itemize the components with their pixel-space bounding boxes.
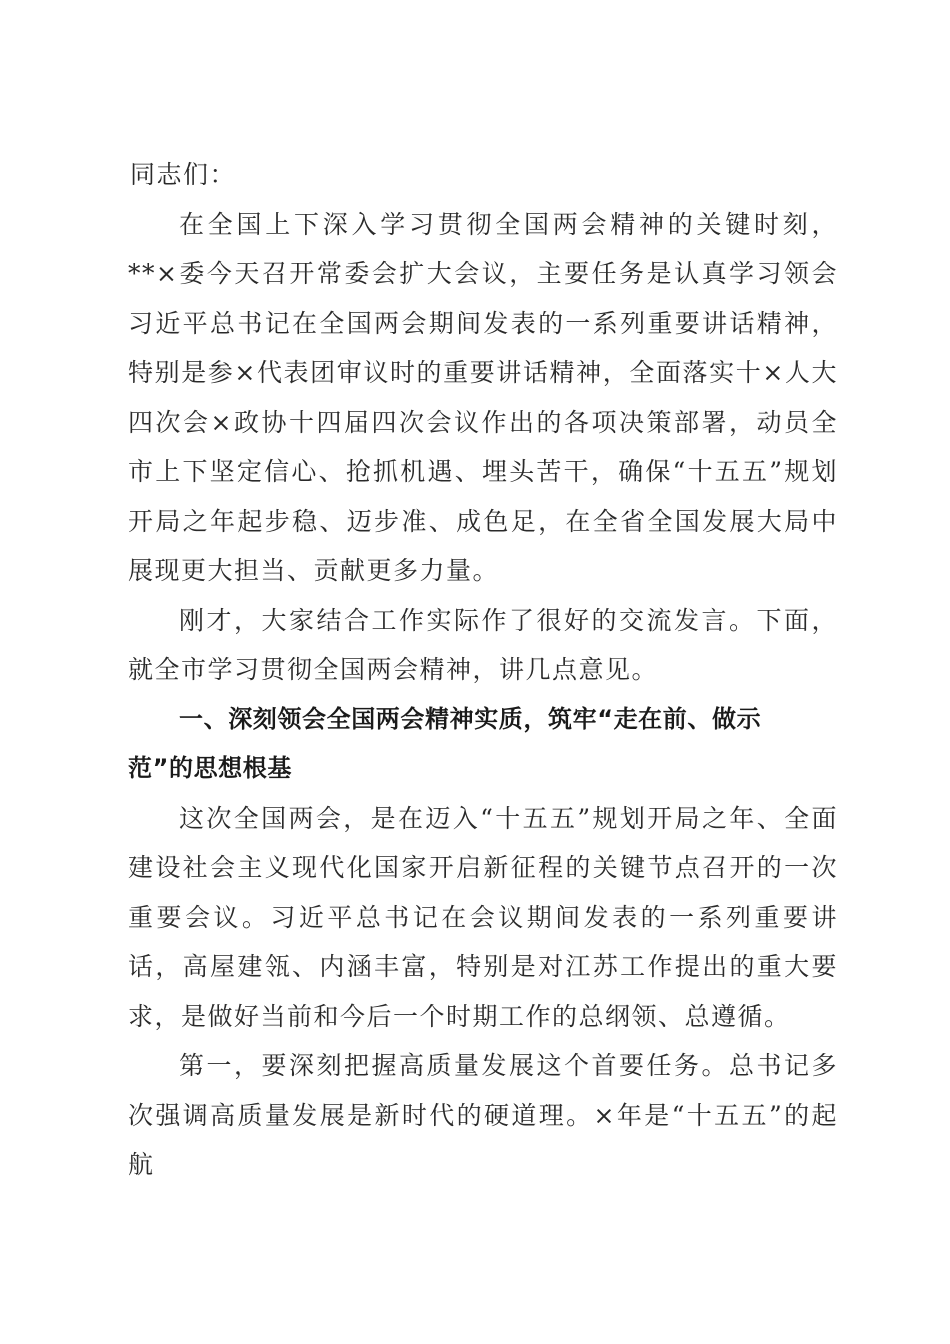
section-paragraph: 这次全国两会，是在迈入“十五五”规划开局之年、全面建设社会主义现代化国家开启新征程的关键节点召开的一次重要会议。习近平总书记在会议期间发表的一系列重要讲话，高屋建瓴、内涵丰富，特别是对江苏工作提出的重大要求，是做好当前和今后一个时期工作的总纲领、总遵循。 bbox=[128, 803, 838, 1031]
document-body bbox=[128, 150, 838, 1190]
salutation: 同志们： bbox=[130, 160, 237, 189]
section-heading-1: 一、深刻领会全国两会精神实质，筑牢“走在前、做示范”的思想根基 bbox=[128, 704, 762, 782]
section-paragraph: 第一，要深刻把握高质量发展这个首要任务。总书记多次强调高质量发展是新时代的硬道理。×年是“十五五”的起航 bbox=[128, 1051, 838, 1179]
opening-paragraph: 在全国上下深入学习贯彻全国两会精神的关键时刻，**×委今天召开常委会扩大会议，主要任务是认真学习领会习近平总书记在全国两会期间发表的一系列重要讲话精神，特别是参×代表团审议时的重要讲话精神，全面落实十×人大四次会×政协十四届四次会议作出的各项决策部署，动员全市上下坚定信心、抢抓机遇、埋头苦干，确保“十五五”规划开局之年起步稳、迈步准、成色足，在全省全国发展大局中展现更大担当、贡献更多力量。 bbox=[128, 209, 838, 585]
transition-paragraph: 刚才，大家结合工作实际作了很好的交流发言。下面，就全市学习贯彻全国两会精神，讲几点意见。 bbox=[128, 605, 838, 684]
